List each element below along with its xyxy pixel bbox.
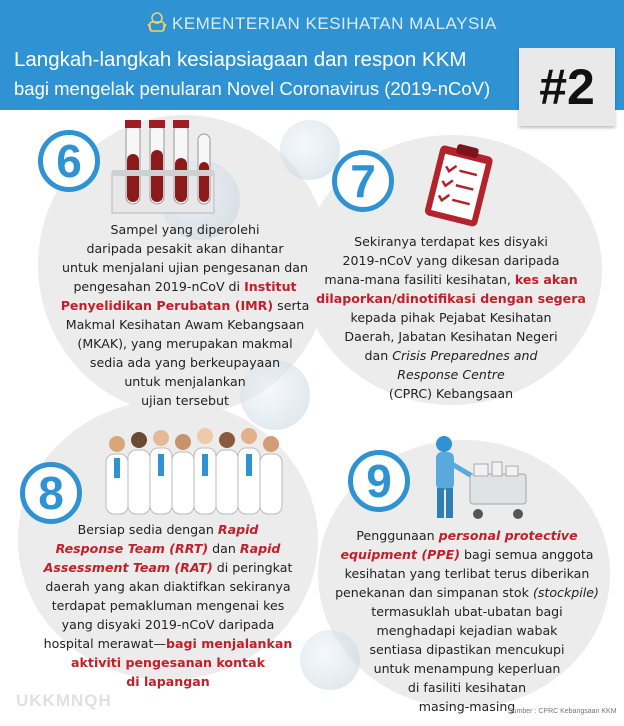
issue-badge: #2 [519,48,615,126]
title-line-2: bagi mengelak penularan Novel Coronavirus (2019-nCoV) [14,78,491,99]
step-9-number: 9 [348,450,410,512]
step-8-number: 8 [20,462,82,524]
step-8-text: Bersiap sedia dengan Rapid Response Team (RRT) dan Rapid Assessment Team (RAT) di peringkat daerah yang akan diaktifkan sekiranya terdapat pemakluman mengenai kes yang disyaki 2019-nCoV daripada hospital merawat—bagi menjalankan aktiviti pengesanan kontak di lapangan [43,522,293,689]
test-tubes-icon [108,118,218,218]
title-line-1: Langkah-langkah kesiapsiagaan dan respon KKM [14,48,467,71]
step-6-number: 6 [38,130,100,192]
step-9-text: Penggunaan personal protective equipment (PPE) bagi semua anggota kesihatan yang terlibat terus diberikan penekanan dan simpanan stok (stockpile) termasuklah ubat-ubatan bagi menghadapi kejadian wabak sentiasa dipastikan mencukupi untuk menampung keperluan di fasiliti kesihatan masing-masing [335,528,599,714]
step-7-number: 7 [332,150,394,212]
source-credit: Sumber : CPRC Kebangsaan KKM [508,708,617,715]
clipboard-icon [414,140,504,230]
watermark-text: UKKMNQH [16,691,112,710]
step-6-text: Sampel yang diperolehi daripada pesakit akan dihantar untuk menjalani ujian pengesanan dan pengesahan 2019-nCoV di Institut Penyelidikan Perubatan (IMR) serta Makmal Kesihatan Awam Kebangsaan (MKAK), yang merupakan makmal sedia ada yang berkeupayaan untuk menjalankan ujian tersebut [60,222,310,408]
ministry-name: KEMENTERIAN KESIHATAN MALAYSIA [172,14,497,33]
medical-team-icon [98,418,298,518]
healthcare-worker-cart-icon [426,434,536,526]
virus-icon [280,120,340,180]
step-7-text: Sekiranya terdapat kes disyaki 2019-nCoV yang dikesan daripada mana-mana fasiliti kesihatan, kes akan dilaporkan/dinotifikasi dengan segera kepada pihak Pejabat Kesihatan Daerah, Jabatan Kesihatan Negeri dan Crisis Preparednes and Response Centre (CPRC) Kebangsaan [316,234,586,401]
crest-icon [146,10,168,34]
